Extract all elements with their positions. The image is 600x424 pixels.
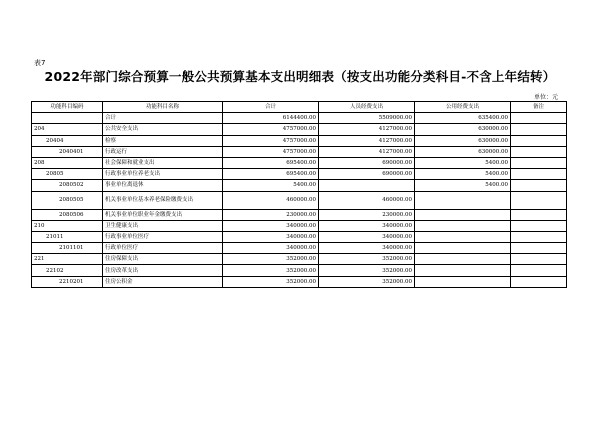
cell-total: 352000.00 xyxy=(223,265,319,276)
cell-public xyxy=(415,265,511,276)
cell-name: 住房公积金 xyxy=(103,276,223,287)
table-row xyxy=(32,243,567,254)
table-row xyxy=(32,113,567,124)
cell-code: 22102 xyxy=(32,265,103,276)
cell-code: 2101101 xyxy=(32,243,103,254)
cell-total: 5400.00 xyxy=(223,180,319,191)
cell-total: 340000.00 xyxy=(223,231,319,242)
cell-personnel: 690000.00 xyxy=(319,169,415,180)
cell-code: 2210201 xyxy=(32,276,103,287)
cell-name: 社会保障和就业支出 xyxy=(103,157,223,168)
cell-name: 事业单位离退休 xyxy=(103,180,223,191)
cell-personnel: 352000.00 xyxy=(319,276,415,287)
cell-total: 4757000.00 xyxy=(223,135,319,146)
cell-personnel: 5509000.00 xyxy=(319,113,415,124)
cell-note xyxy=(511,146,567,157)
cell-note xyxy=(511,180,567,191)
cell-personnel: 4127000.00 xyxy=(319,146,415,157)
table-header xyxy=(32,102,567,113)
cell-note xyxy=(511,113,567,124)
cell-name: 行政单位医疗 xyxy=(103,243,223,254)
table-row xyxy=(32,276,567,287)
cell-code: 20805 xyxy=(32,169,103,180)
cell-public: 630000.00 xyxy=(415,135,511,146)
cell-public xyxy=(415,231,511,242)
cell-note xyxy=(511,135,567,146)
cell-name: 机关事业单位职业年金缴费支出 xyxy=(103,209,223,220)
cell-personnel: 340000.00 xyxy=(319,220,415,231)
cell-code: 210 xyxy=(32,220,103,231)
cell-note xyxy=(511,169,567,180)
table-row xyxy=(32,135,567,146)
cell-name: 公共安全支出 xyxy=(103,124,223,135)
header-total: 合计 xyxy=(223,102,319,113)
cell-public xyxy=(415,276,511,287)
table-row xyxy=(32,191,567,209)
cell-total: 352000.00 xyxy=(223,276,319,287)
cell-total: 4757000.00 xyxy=(223,146,319,157)
table-row xyxy=(32,146,567,157)
cell-note xyxy=(511,276,567,287)
table-row xyxy=(32,169,567,180)
cell-note xyxy=(511,157,567,168)
table-number: 表7 xyxy=(34,59,46,67)
header-note: 备注 xyxy=(511,102,567,113)
table-row xyxy=(32,209,567,220)
cell-personnel xyxy=(319,180,415,191)
cell-personnel: 352000.00 xyxy=(319,265,415,276)
cell-name: 行政事业单位医疗 xyxy=(103,231,223,242)
cell-total: 695400.00 xyxy=(223,157,319,168)
cell-code: 208 xyxy=(32,157,103,168)
cell-name: 行政事业单位养老支出 xyxy=(103,169,223,180)
table-body xyxy=(32,113,567,288)
table-row xyxy=(32,157,567,168)
header-name: 功能科目名称 xyxy=(103,102,223,113)
cell-note xyxy=(511,243,567,254)
header-code: 功能科目编码 xyxy=(32,102,103,113)
cell-name: 合计 xyxy=(103,113,223,124)
cell-name: 住房改革支出 xyxy=(103,265,223,276)
cell-personnel: 4127000.00 xyxy=(319,124,415,135)
cell-code: 2080506 xyxy=(32,209,103,220)
cell-name: 行政运行 xyxy=(103,146,223,157)
cell-public: 630000.00 xyxy=(415,124,511,135)
cell-code: 2080505 xyxy=(32,191,103,209)
cell-note xyxy=(511,231,567,242)
cell-personnel: 690000.00 xyxy=(319,157,415,168)
cell-note xyxy=(511,265,567,276)
cell-public xyxy=(415,209,511,220)
cell-public: 5400.00 xyxy=(415,157,511,168)
cell-code: 221 xyxy=(32,254,103,265)
page-title: 2022年部门综合预算一般公共预算基本支出明细表（按支出功能分类科目-不含上年结转） xyxy=(44,69,556,84)
header-public: 公用经费支出 xyxy=(415,102,511,113)
cell-personnel: 340000.00 xyxy=(319,243,415,254)
table-row xyxy=(32,254,567,265)
cell-public xyxy=(415,191,511,209)
cell-public: 5400.00 xyxy=(415,180,511,191)
cell-note xyxy=(511,191,567,209)
cell-personnel: 460000.00 xyxy=(319,191,415,209)
cell-name: 卫生健康支出 xyxy=(103,220,223,231)
table-row xyxy=(32,231,567,242)
cell-personnel: 352000.00 xyxy=(319,254,415,265)
cell-note xyxy=(511,209,567,220)
cell-total: 4757000.00 xyxy=(223,124,319,135)
cell-total: 460000.00 xyxy=(223,191,319,209)
cell-note xyxy=(511,220,567,231)
cell-personnel: 340000.00 xyxy=(319,231,415,242)
cell-personnel: 230000.00 xyxy=(319,209,415,220)
cell-public xyxy=(415,243,511,254)
cell-name: 住房保障支出 xyxy=(103,254,223,265)
cell-name: 机关事业单位基本养老保险缴费支出 xyxy=(103,191,223,209)
cell-public xyxy=(415,220,511,231)
table-row xyxy=(32,265,567,276)
cell-public xyxy=(415,254,511,265)
cell-personnel: 4127000.00 xyxy=(319,135,415,146)
cell-total: 340000.00 xyxy=(223,220,319,231)
table-row xyxy=(32,220,567,231)
cell-public: 630000.00 xyxy=(415,146,511,157)
cell-total: 695400.00 xyxy=(223,169,319,180)
table-row xyxy=(32,180,567,191)
cell-code xyxy=(32,113,103,124)
table-row xyxy=(32,124,567,135)
cell-code: 21011 xyxy=(32,231,103,242)
cell-name: 检察 xyxy=(103,135,223,146)
header-row xyxy=(32,102,567,113)
cell-total: 352000.00 xyxy=(223,254,319,265)
cell-total: 230000.00 xyxy=(223,209,319,220)
cell-public: 635400.00 xyxy=(415,113,511,124)
cell-public: 5400.00 xyxy=(415,169,511,180)
cell-code: 2080502 xyxy=(32,180,103,191)
budget-table xyxy=(31,101,567,288)
header-personnel: 人员经费支出 xyxy=(319,102,415,113)
cell-code: 20404 xyxy=(32,135,103,146)
cell-code: 2040401 xyxy=(32,146,103,157)
cell-code: 204 xyxy=(32,124,103,135)
cell-total: 340000.00 xyxy=(223,243,319,254)
cell-note xyxy=(511,254,567,265)
cell-total: 6144400.00 xyxy=(223,113,319,124)
unit-label: 单位：元 xyxy=(533,94,558,101)
cell-note xyxy=(511,124,567,135)
